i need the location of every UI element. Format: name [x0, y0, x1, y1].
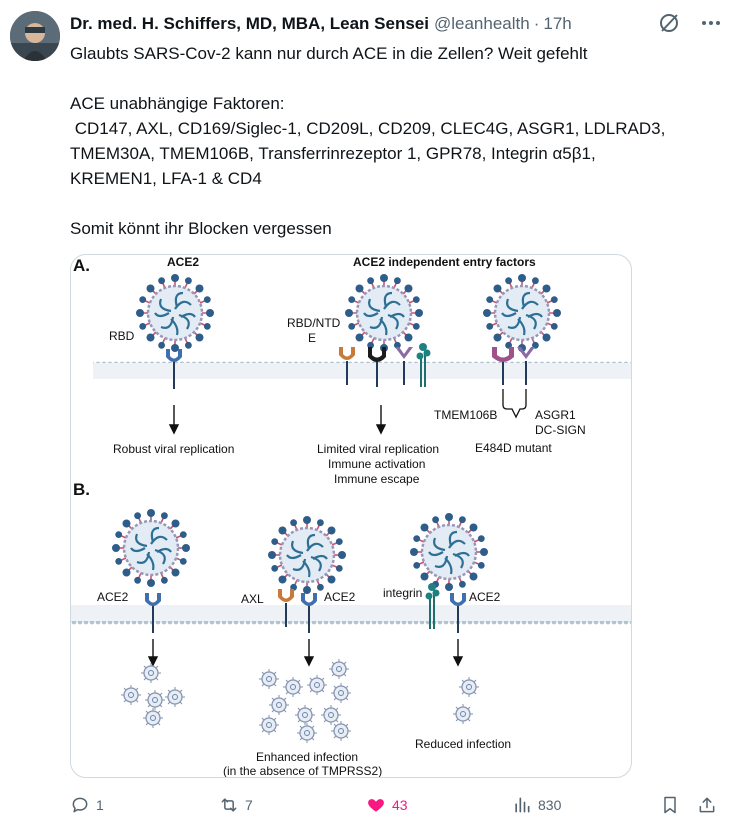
share-button[interactable]: [697, 790, 717, 820]
b-ace2-left: ACE2: [97, 590, 129, 604]
rbd-ntd-label: RBD/NTD: [287, 316, 341, 330]
b-ace2-mid: ACE2: [324, 590, 356, 604]
e-label: E: [308, 331, 317, 345]
view-count: 830: [538, 797, 562, 813]
tmem106b-label: TMEM106B: [434, 408, 498, 422]
panel-b-label: B.: [73, 480, 90, 499]
tweet-text: Glaubts SARS-Cov-2 kann nur durch ACE in die Zellen? Weit gefehlt ACE unabhängige Faktoren: CD147, AXL, CD169/Siglec-1, CD209L, CD209, CLEC4G, ASGR1, LDLRAD3, TMEM30A, TMEM106B, Transferrinrezeptor 1, GPR78, Integrin α5β1, KREMEN1, LFA-1 & CD4 Somit könnt ihr Blocken vergessen: [70, 44, 666, 238]
virus-a3: [483, 274, 561, 352]
reply-count: 1: [96, 797, 104, 813]
action-bar: [70, 790, 720, 820]
repost-count: 7: [245, 797, 253, 813]
share-icon: [697, 795, 717, 815]
virion-cluster-right: [453, 677, 479, 724]
dcsign-label: DC-SIGN: [535, 423, 586, 437]
virus-b1: [112, 509, 190, 587]
virus-b3: [410, 513, 488, 591]
virus-b2: [268, 516, 346, 594]
tweet-header: [70, 12, 724, 36]
avatar[interactable]: [10, 11, 60, 61]
figure-diagram: [71, 255, 631, 777]
limited-line2: Immune activation: [328, 457, 426, 471]
b-axl-label: AXL: [241, 592, 264, 606]
virus-a1: [136, 274, 214, 352]
ace2-title: ACE2: [167, 255, 200, 269]
author-name[interactable]: Dr. med. H. Schiffers, MD, MBA, Lean Sensei: [70, 14, 429, 33]
virus-a2: [345, 274, 423, 352]
reply-icon: [70, 795, 90, 815]
e484d-label: E484D mutant: [475, 441, 552, 455]
grok-icon[interactable]: [656, 10, 682, 36]
limited-line1: Limited viral replication: [317, 442, 440, 456]
repost-icon: [219, 795, 239, 815]
bookmark-button[interactable]: [660, 790, 680, 820]
avatar-image: [10, 11, 60, 61]
views-button[interactable]: [512, 790, 561, 820]
rbd-label: RBD: [109, 329, 135, 343]
robust-label: Robust viral replication: [113, 442, 235, 456]
like-count: 43: [392, 797, 408, 813]
tweet-image[interactable]: [70, 254, 632, 778]
brace: [503, 389, 526, 417]
repost-button[interactable]: [219, 790, 253, 820]
b-ace2-right: ACE2: [469, 590, 501, 604]
independent-title: ACE2 independent entry factors: [353, 255, 536, 269]
like-button[interactable]: [366, 790, 408, 820]
limited-line3: Immune escape: [334, 472, 420, 486]
virion-cluster-middle: [259, 659, 351, 743]
virion-cluster-left: [121, 663, 185, 728]
more-icon[interactable]: [698, 10, 724, 36]
enhanced-line2: (in the absence of TMPRSS2): [223, 764, 383, 777]
b-integrin-label: integrin: [383, 586, 423, 600]
enhanced-line1: Enhanced infection: [256, 750, 359, 764]
views-icon: [512, 795, 532, 815]
heart-icon: [366, 795, 386, 815]
timestamp[interactable]: 17h: [543, 14, 572, 33]
reply-button[interactable]: [70, 790, 104, 820]
asgr1-label: ASGR1: [535, 408, 576, 422]
panel-a-label: A.: [73, 256, 90, 275]
author-handle[interactable]: @leanhealth: [433, 14, 530, 33]
separator-dot: ·: [533, 14, 540, 33]
bookmark-icon: [660, 795, 680, 815]
reduced-label: Reduced infection: [415, 737, 512, 751]
